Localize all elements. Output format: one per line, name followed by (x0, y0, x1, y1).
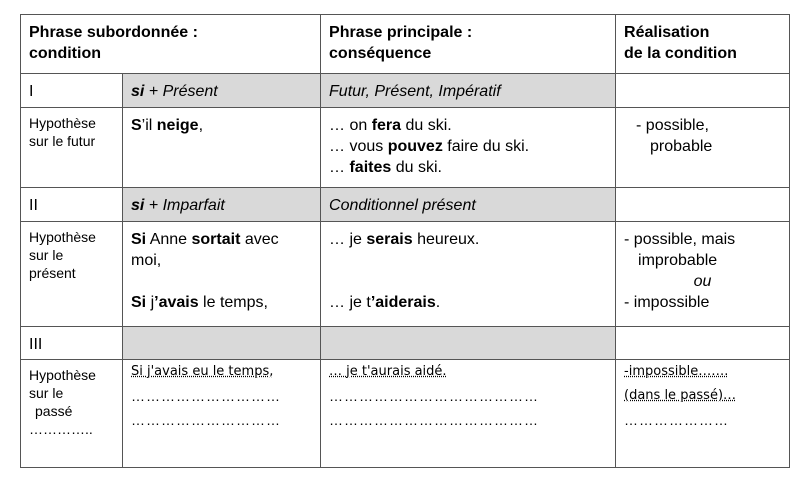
header-row (21, 15, 790, 74)
header-subordinate: Phrase subordonnée : condition (21, 15, 321, 74)
section-3-realisation-answer[interactable]: -impossible……. (dans le passé)… ………………… (616, 360, 790, 468)
section-2-example: Si Anne sortait avec moi, Si j’avais le temps, (123, 222, 321, 327)
handwritten-line-2: (dans le passé)… (624, 388, 737, 403)
header-main: Phrase principale : conséquence (321, 15, 616, 74)
section-2-numeral: II (21, 188, 123, 222)
consequence-3: … faites du ski. (329, 159, 442, 176)
section-2-formula: si + Imparfait (123, 188, 321, 222)
consequence-1: … on fera du ski. (329, 117, 452, 134)
consequence-2: … vous pouvez faire du ski. (329, 138, 530, 155)
consequence-1: … je serais heureux. (329, 231, 480, 248)
section-3-label: Hypothèse sur le passé ………….. (21, 360, 123, 468)
section-3-title-row (21, 327, 790, 360)
section-1-main-tense: Futur, Présent, Impératif (321, 74, 616, 108)
section-2-consequences (321, 222, 616, 327)
section-2-example-row (21, 222, 790, 327)
section-2-label: Hypothèse sur le présent (21, 222, 123, 327)
section-2-title-row (21, 188, 790, 222)
section-3-main-answer[interactable]: … je t'aurais aidé. …………………………………… …………………………………… (321, 360, 616, 468)
handwritten-line-1: Si j'avais eu le temps, (131, 364, 274, 379)
section-1-realisation: - possible, probable (616, 108, 790, 188)
section-2-main-tense: Conditionnel présent (321, 188, 616, 222)
consequence-2: … je t’aiderais. (329, 294, 441, 311)
conditional-grammar-table (20, 14, 790, 468)
section-3-exercise-row (21, 360, 790, 468)
handwritten-line-1: … je t'aurais aidé. (329, 364, 447, 379)
example-2: Si j’avais le temps, (131, 294, 268, 311)
section-1-example: S’il neige, (123, 108, 321, 188)
section-3-empty (616, 327, 790, 360)
example-1: Si Anne sortait avec (131, 231, 279, 248)
section-3-formula-empty (123, 327, 321, 360)
section-3-numeral: III (21, 327, 123, 360)
section-3-subordinate-answer[interactable]: Si j'avais eu le temps, ………………………… ………………………… (123, 360, 321, 468)
handwritten-line-1: -impossible……. (624, 364, 729, 379)
section-1-formula: si + Présent (123, 74, 321, 108)
section-1-numeral: I (21, 74, 123, 108)
section-1-consequences (321, 108, 616, 188)
header-realisation: Réalisation de la condition (616, 15, 790, 74)
section-3-main-tense-empty (321, 327, 616, 360)
section-2-empty (616, 188, 790, 222)
section-1-title-row (21, 74, 790, 108)
section-1-empty (616, 74, 790, 108)
section-1-example-row (21, 108, 790, 188)
section-1-label: Hypothèse sur le futur (21, 108, 123, 188)
section-2-realisation: - possible, mais improbable ou - impossible (616, 222, 790, 327)
